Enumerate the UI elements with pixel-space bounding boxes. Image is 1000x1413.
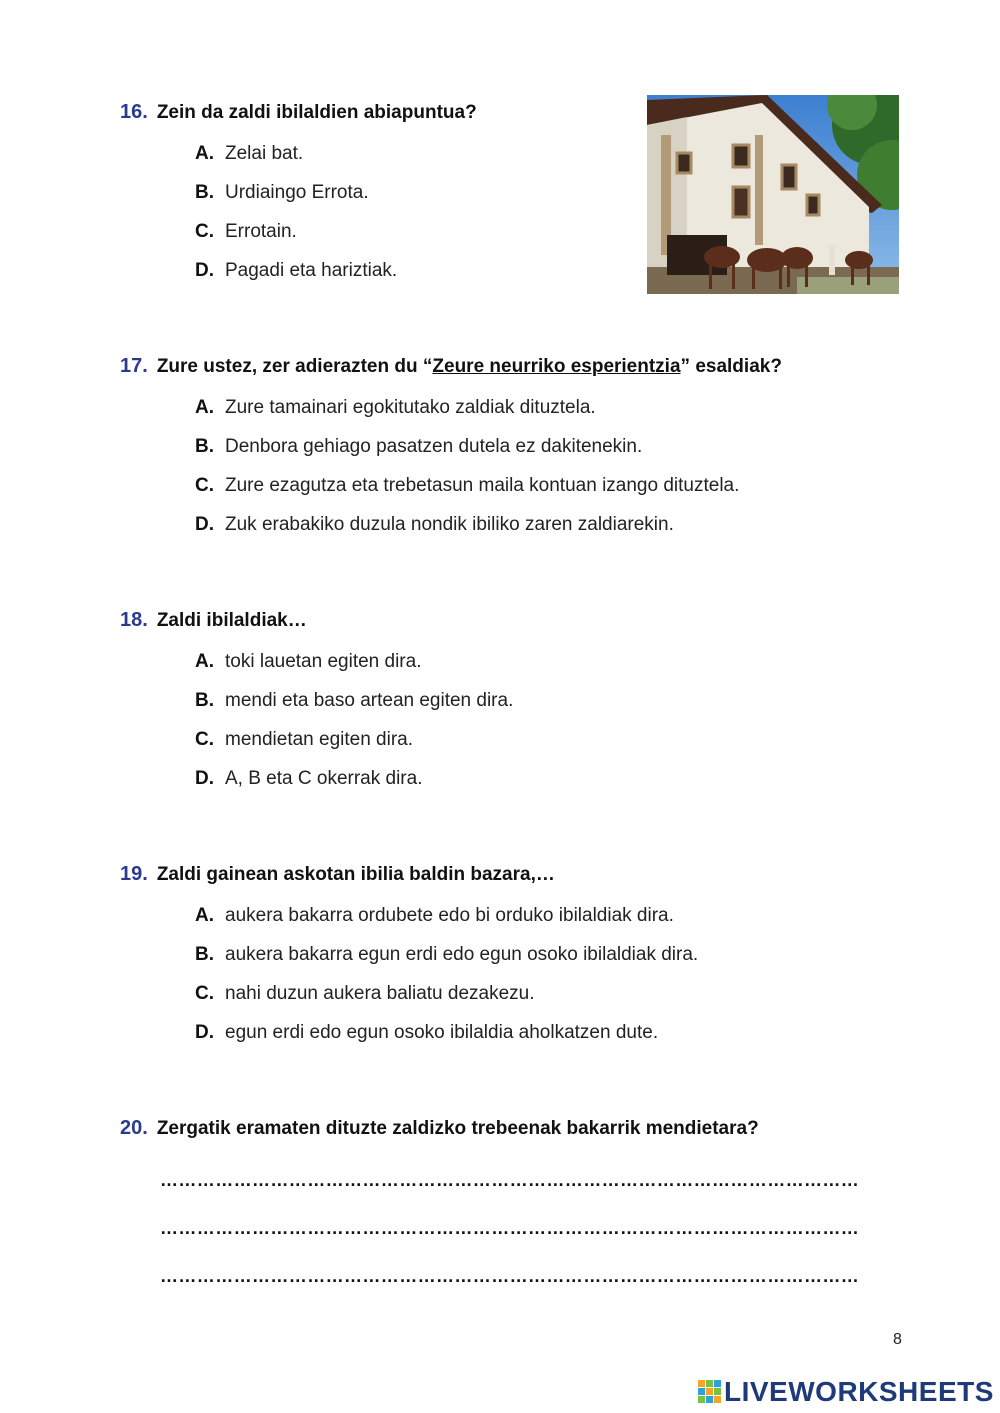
option-c[interactable]: C. mendietan egiten dira.: [195, 729, 414, 750]
farmhouse-horses-photo: [647, 95, 899, 294]
option-c[interactable]: C. Zure ezagutza eta trebetasun maila kontuan izango dituztela.: [195, 475, 740, 496]
options-list: [195, 651, 513, 807]
brand-text: LIVEWORKSHEETS: [724, 1376, 994, 1407]
question-number: 16.: [120, 101, 148, 123]
question-text: Zure ustez, zer adierazten du “Zeure neurriko esperientzia” esaldiak?: [156, 356, 782, 377]
question-text: Zaldi gainean askotan ibilia baldin bazara,…: [156, 864, 555, 885]
question-19: [120, 863, 698, 1061]
option-c[interactable]: C. Errotain.: [195, 221, 297, 242]
option-d[interactable]: D. Pagadi eta hariztiak.: [195, 260, 398, 281]
option-a[interactable]: A. Zure tamainari egokitutako zaldiak dituztela.: [195, 397, 596, 418]
option-d[interactable]: D. A, B eta C okerrak dira.: [195, 768, 423, 789]
question-20: [120, 1117, 892, 1314]
answer-line[interactable]: ……………………………………………………………………………………………………: [160, 1218, 860, 1238]
question-text: Zaldi ibilaldiak…: [156, 610, 307, 631]
question-text: Zein da zaldi ibilaldien abiapuntua?: [156, 102, 477, 123]
question-18: [120, 609, 513, 807]
option-a[interactable]: A. toki lauetan egiten dira.: [195, 651, 422, 672]
option-a[interactable]: A. aukera bakarra ordubete edo bi orduko ibilaldiak dira.: [195, 905, 674, 926]
question-17: [120, 355, 782, 553]
option-b[interactable]: B. Urdiaingo Errota.: [195, 182, 369, 203]
option-d[interactable]: D. Zuk erabakiko duzula nondik ibiliko zaren zaldiarekin.: [195, 514, 674, 535]
question-number: 17.: [120, 355, 148, 377]
option-b[interactable]: B. Denbora gehiago pasatzen dutela ez dakitenekin.: [195, 436, 643, 457]
question-number: 18.: [120, 609, 148, 631]
option-a[interactable]: A. Zelai bat.: [195, 143, 304, 164]
question-text: Zergatik eramaten dituzte zaldizko trebeenak bakarrik mendietara?: [156, 1118, 759, 1139]
question-number: 20.: [120, 1117, 148, 1139]
options-list: [195, 143, 477, 299]
options-list: [195, 905, 698, 1061]
question-16: [120, 101, 477, 299]
option-c[interactable]: C. nahi duzun aukera baliatu dezakezu.: [195, 983, 535, 1004]
quoted-phrase: Zeure neurriko esperientzia: [432, 356, 681, 377]
answer-area[interactable]: [160, 1170, 892, 1314]
options-list: [195, 397, 782, 553]
liveworksheets-logo: [698, 1376, 994, 1408]
option-b[interactable]: B. aukera bakarra egun erdi edo egun osoko ibilaldiak dira.: [195, 944, 699, 965]
option-b[interactable]: B. mendi eta baso artean egiten dira.: [195, 690, 514, 711]
grid-logo-icon: [698, 1380, 722, 1404]
answer-line[interactable]: ……………………………………………………………………………………………………: [160, 1170, 860, 1190]
option-d[interactable]: D. egun erdi edo egun osoko ibilaldia aholkatzen dute.: [195, 1022, 659, 1043]
question-number: 19.: [120, 863, 148, 885]
answer-line[interactable]: ……………………………………………………………………………………………………: [160, 1266, 860, 1286]
page-number: 8: [893, 1331, 902, 1348]
